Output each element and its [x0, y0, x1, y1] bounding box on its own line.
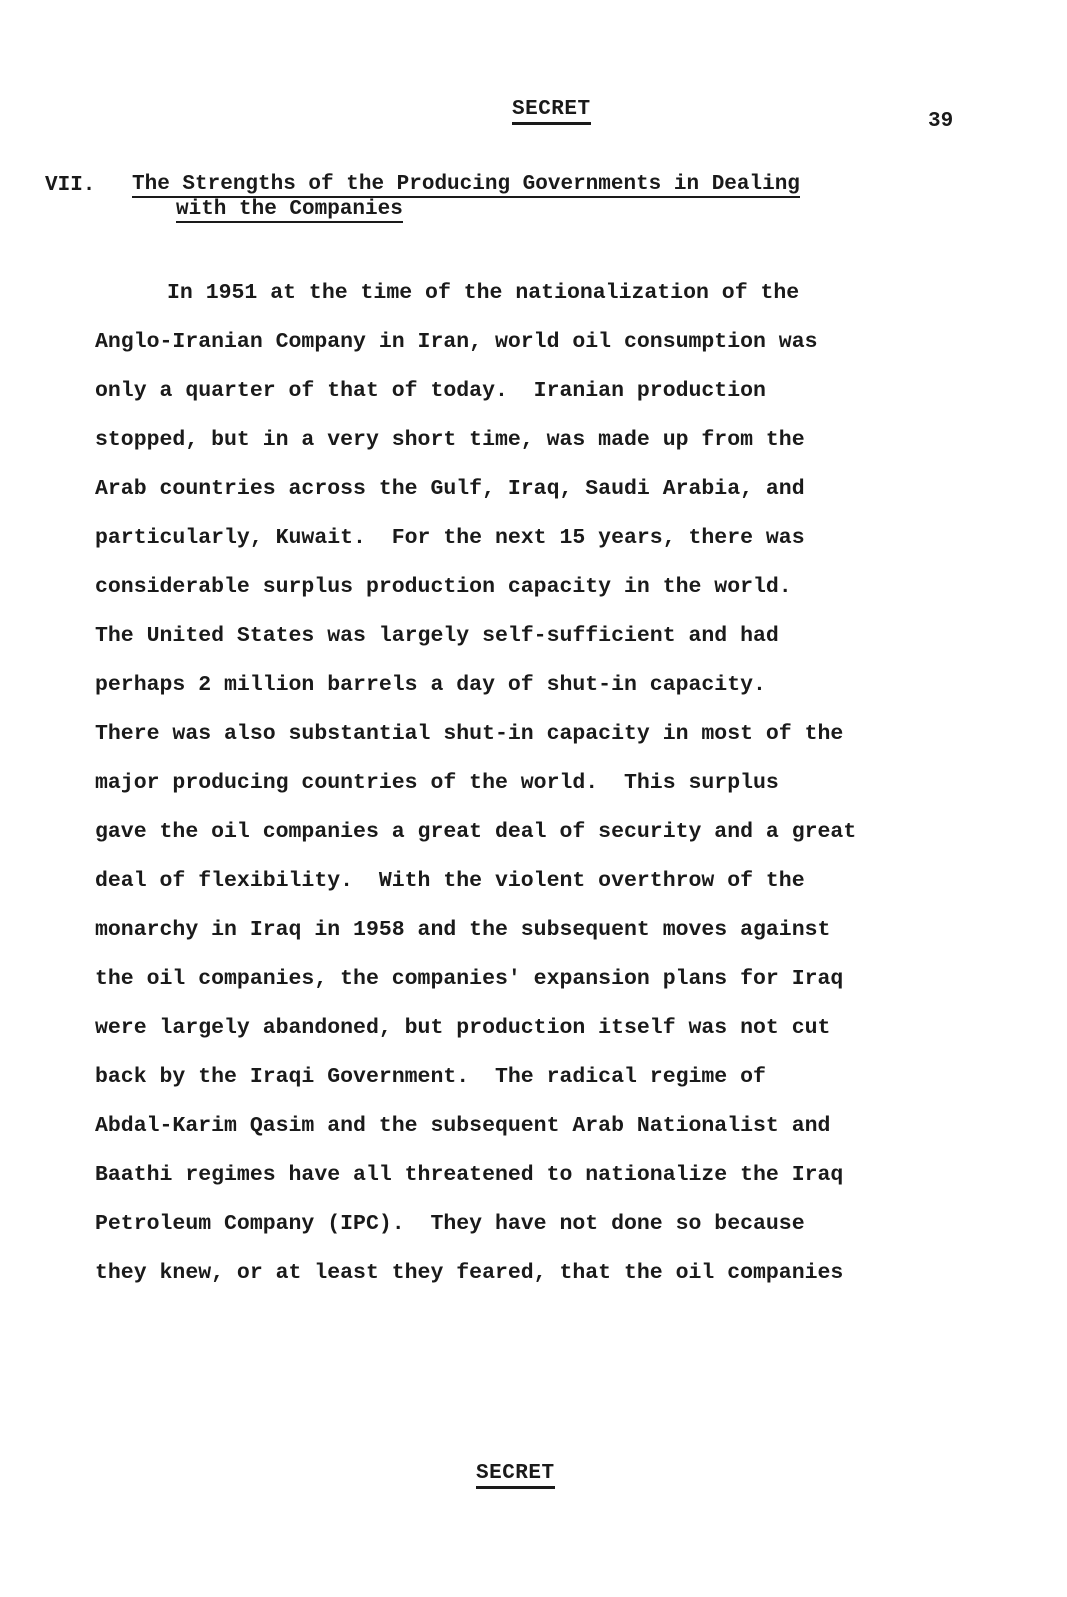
body-line: only a quarter of that of today. Iranian production	[95, 379, 766, 403]
classification-header: SECRET	[512, 99, 591, 125]
body-line: deal of flexibility. With the violent overthrow of the	[95, 869, 805, 893]
body-line: Petroleum Company (IPC). They have not done so because	[95, 1212, 805, 1236]
classification-footer: SECRET	[476, 1463, 555, 1489]
body-line: Baathi regimes have all threatened to nationalize the Iraq	[95, 1163, 844, 1187]
body-line: The United States was largely self-sufficient and had	[95, 624, 779, 648]
body-line: Anglo-Iranian Company in Iran, world oil consumption was	[95, 330, 818, 354]
body-paragraph	[95, 269, 965, 1298]
body-line: the oil companies, the companies' expansion plans for Iraq	[95, 967, 844, 991]
body-line: particularly, Kuwait. For the next 15 years, there was	[95, 526, 805, 550]
section-number: VII.	[45, 174, 96, 197]
body-line: considerable surplus production capacity in the world.	[95, 575, 792, 599]
body-line: Abdal-Karim Qasim and the subsequent Arab Nationalist and	[95, 1114, 831, 1138]
body-line: back by the Iraqi Government. The radical regime of	[95, 1065, 766, 1089]
body-line: perhaps 2 million barrels a day of shut-in capacity.	[95, 673, 766, 697]
body-line: major producing countries of the world. This surplus	[95, 771, 779, 795]
body-line: There was also substantial shut-in capacity in most of the	[95, 722, 844, 746]
body-line: In 1951 at the time of the nationalization of the	[167, 281, 800, 305]
body-line: monarchy in Iraq in 1958 and the subsequent moves against	[95, 918, 831, 942]
section-title-line-1: The Strengths of the Producing Governments in Dealing	[132, 173, 800, 196]
body-line: were largely abandoned, but production itself was not cut	[95, 1016, 831, 1040]
body-line: stopped, but in a very short time, was made up from the	[95, 428, 805, 452]
body-line: Arab countries across the Gulf, Iraq, Saudi Arabia, and	[95, 477, 805, 501]
page-number: 39	[928, 110, 954, 133]
body-line: they knew, or at least they feared, that the oil companies	[95, 1261, 844, 1285]
section-title-line-2: with the Companies	[176, 198, 403, 221]
body-line: gave the oil companies a great deal of security and a great	[95, 820, 857, 844]
